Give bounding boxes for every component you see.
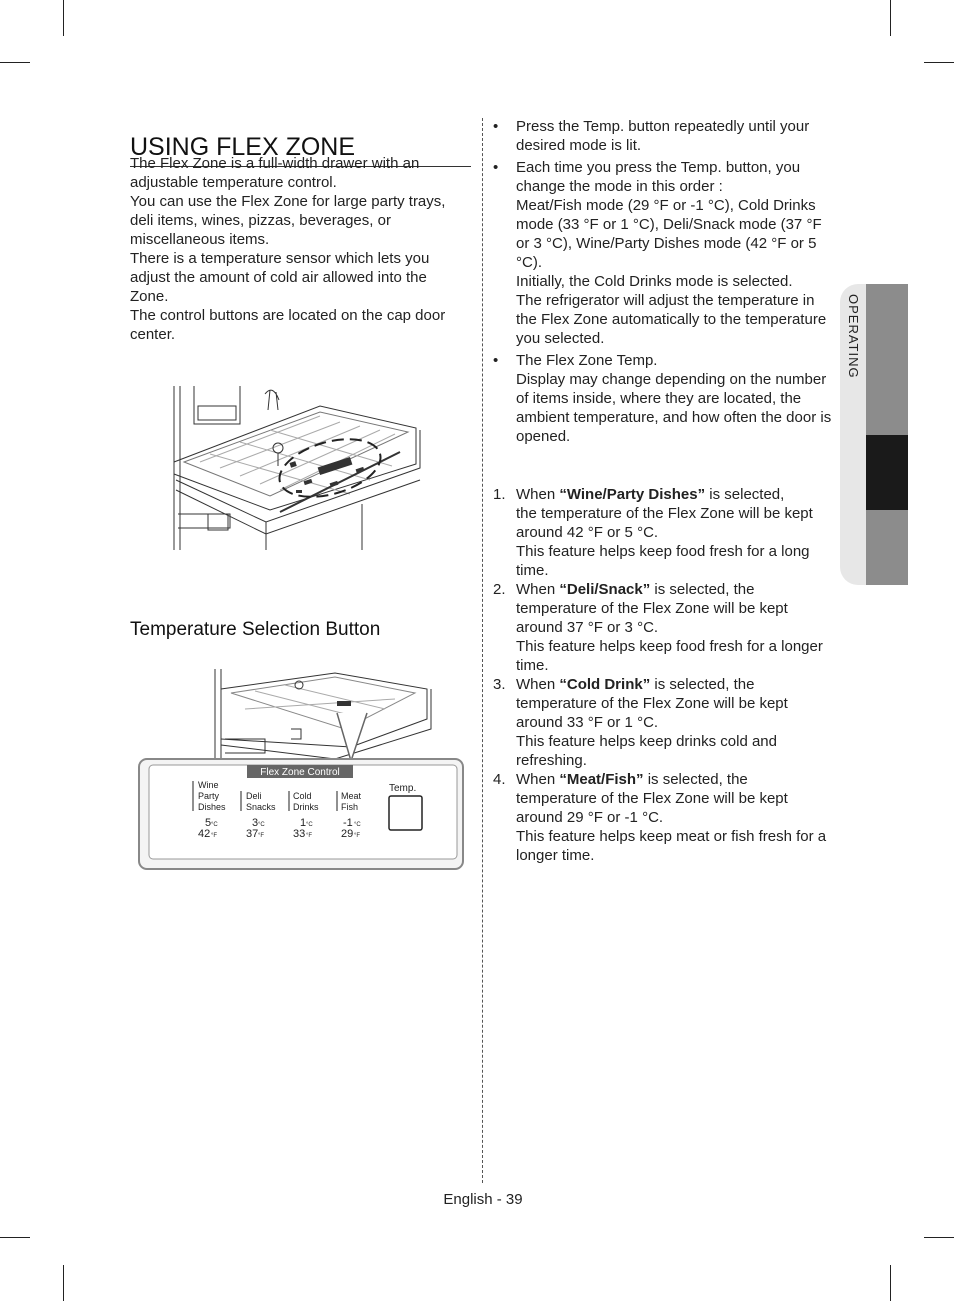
crop-mark [924,1237,954,1238]
mode-post: is selected, [705,486,785,503]
unit-f: °F [306,833,313,839]
unit-c: °C [306,822,313,828]
mode-label-wine: Dishes [198,802,226,812]
crop-mark [63,0,64,36]
mode-name: “Deli/Snack” [559,581,651,598]
mode-pre: When [516,676,560,693]
list-item [492,580,837,675]
mode-temp-c: 5 [205,817,212,829]
bullet-text: Meat/Fish mode (29 °F or -1 °C), Cold Drinks mode (33 °F or 1 °C), Deli/Snack mode (37 °F or 3 °C), Wine/Party Dishes mode (42 °F or 5 °C). [516,197,822,271]
intro-paragraph: You can use the Flex Zone for large party trays, deli items, wines, pizzas, beverages, or miscellaneous items. [130,193,446,248]
mode-pre: When [516,581,560,598]
bullet-text: The Flex Zone Temp. [516,352,658,369]
mode-name: “Cold Drink” [559,676,651,693]
bullet-mark: • [493,159,499,176]
mode-text: This feature helps keep food fresh for a longer time. [516,638,823,674]
unit-f: °F [258,833,265,839]
list-number: 4. [493,771,506,788]
mode-post: is selected, the [650,676,755,693]
mode-label-cold: Drinks [293,802,319,812]
section-subheading: Temperature Selection Button [130,619,381,640]
crop-mark [890,0,891,36]
mode-heading [516,485,837,504]
list-number: 2. [493,581,506,598]
list-item [492,770,837,865]
mode-pre: When [516,486,560,503]
intro-paragraph: The control buttons are located on the cap door center. [130,307,446,343]
mode-temp-f: 33 [293,828,306,840]
mode-heading [516,770,837,789]
bullet-text: The refrigerator will adjust the temperature in the Flex Zone automatically to the temperature you selected. [516,292,827,347]
mode-temp-f: 29 [341,828,354,840]
bullet-text: Press the Temp. button repeatedly until your desired mode is lit. [516,118,810,154]
list-item [492,351,837,446]
mode-text: temperature of the Flex Zone will be kept around 37 °F or 3 °C. [516,600,788,636]
crop-mark [0,62,30,63]
mode-label-meat: Meat [341,791,362,801]
mode-heading [516,580,837,599]
mode-text: temperature of the Flex Zone will be kept around 33 °F or 1 °C. [516,695,788,731]
mode-name: “Wine/Party Dishes” [559,486,706,503]
flex-zone-drawer-illustration [170,384,432,550]
mode-temp-c: 1 [300,817,307,829]
mode-label-deli: Deli [246,791,262,801]
mode-list [492,485,837,865]
crop-mark [890,1265,891,1301]
bullet-text: Initially, the Cold Drinks mode is selected. [516,273,793,290]
section-tab-marker [866,435,908,510]
mode-label-deli: Snacks [246,802,276,812]
mode-label-cold: Cold [293,791,312,801]
mode-text: This feature helps keep meat or fish fresh for a longer time. [516,828,827,864]
bullet-text: Each time you press the Temp. button, you change the mode in this order : [516,159,801,195]
list-item [492,675,837,770]
list-number: 3. [493,676,506,693]
mode-label-meat: Fish [341,802,359,812]
column-divider [482,118,483,1183]
list-item [492,485,837,580]
unit-c: °C [258,822,265,828]
panel-title: Flex Zone Control [260,767,340,778]
mode-text: the temperature of the Flex Zone will be kept around 42 °F or 5 °C. [516,505,813,541]
mode-post: is selected, the [650,581,755,598]
mode-text: This feature helps keep drinks cold and refreshing. [516,733,777,769]
temp-button-label: Temp. [389,783,417,794]
bullet-text: Display may change depending on the number of items inside, where they are located, the ambient temperature, and how often the door is opened. [516,371,832,445]
bullet-mark: • [493,352,499,369]
unit-c: °C [211,822,218,828]
mode-temp-c: -1 [343,817,353,829]
intro-paragraph: The Flex Zone is a full-width drawer with an adjustable temperature control. [130,155,420,191]
mode-text: This feature helps keep food fresh for a long time. [516,543,810,579]
mode-temp-f: 37 [246,828,259,840]
page-number: English - 39 [443,1191,523,1208]
list-item [492,117,837,155]
mode-post: is selected, the [643,771,748,788]
unit-f: °F [211,833,218,839]
unit-f: °F [354,833,361,839]
mode-label-wine: Wine [198,780,219,790]
section-tab-label: OPERATING [846,294,861,379]
mode-heading [516,675,837,694]
bullet-mark: • [493,118,499,135]
mode-label-wine: Party [198,791,220,801]
list-item [492,158,837,348]
mode-temp-f: 42 [198,828,211,840]
mode-temp-c: 3 [252,817,259,829]
intro-text [130,154,466,344]
temp-button[interactable] [389,796,422,830]
mode-pre: When [516,771,560,788]
crop-mark [924,62,954,63]
instruction-bullets [492,117,837,449]
crop-mark [0,1237,30,1238]
crop-mark [63,1265,64,1301]
flex-zone-control-illustration [135,669,467,874]
page-title: USING FLEX ZONE [130,133,471,167]
unit-c: °C [354,822,361,828]
list-number: 1. [493,486,506,503]
mode-name: “Meat/Fish” [559,771,644,788]
mode-text: temperature of the Flex Zone will be kept around 29 °F or -1 °C. [516,790,788,826]
intro-paragraph: There is a temperature sensor which lets you adjust the amount of cold air allowed into the Zone. [130,250,430,305]
